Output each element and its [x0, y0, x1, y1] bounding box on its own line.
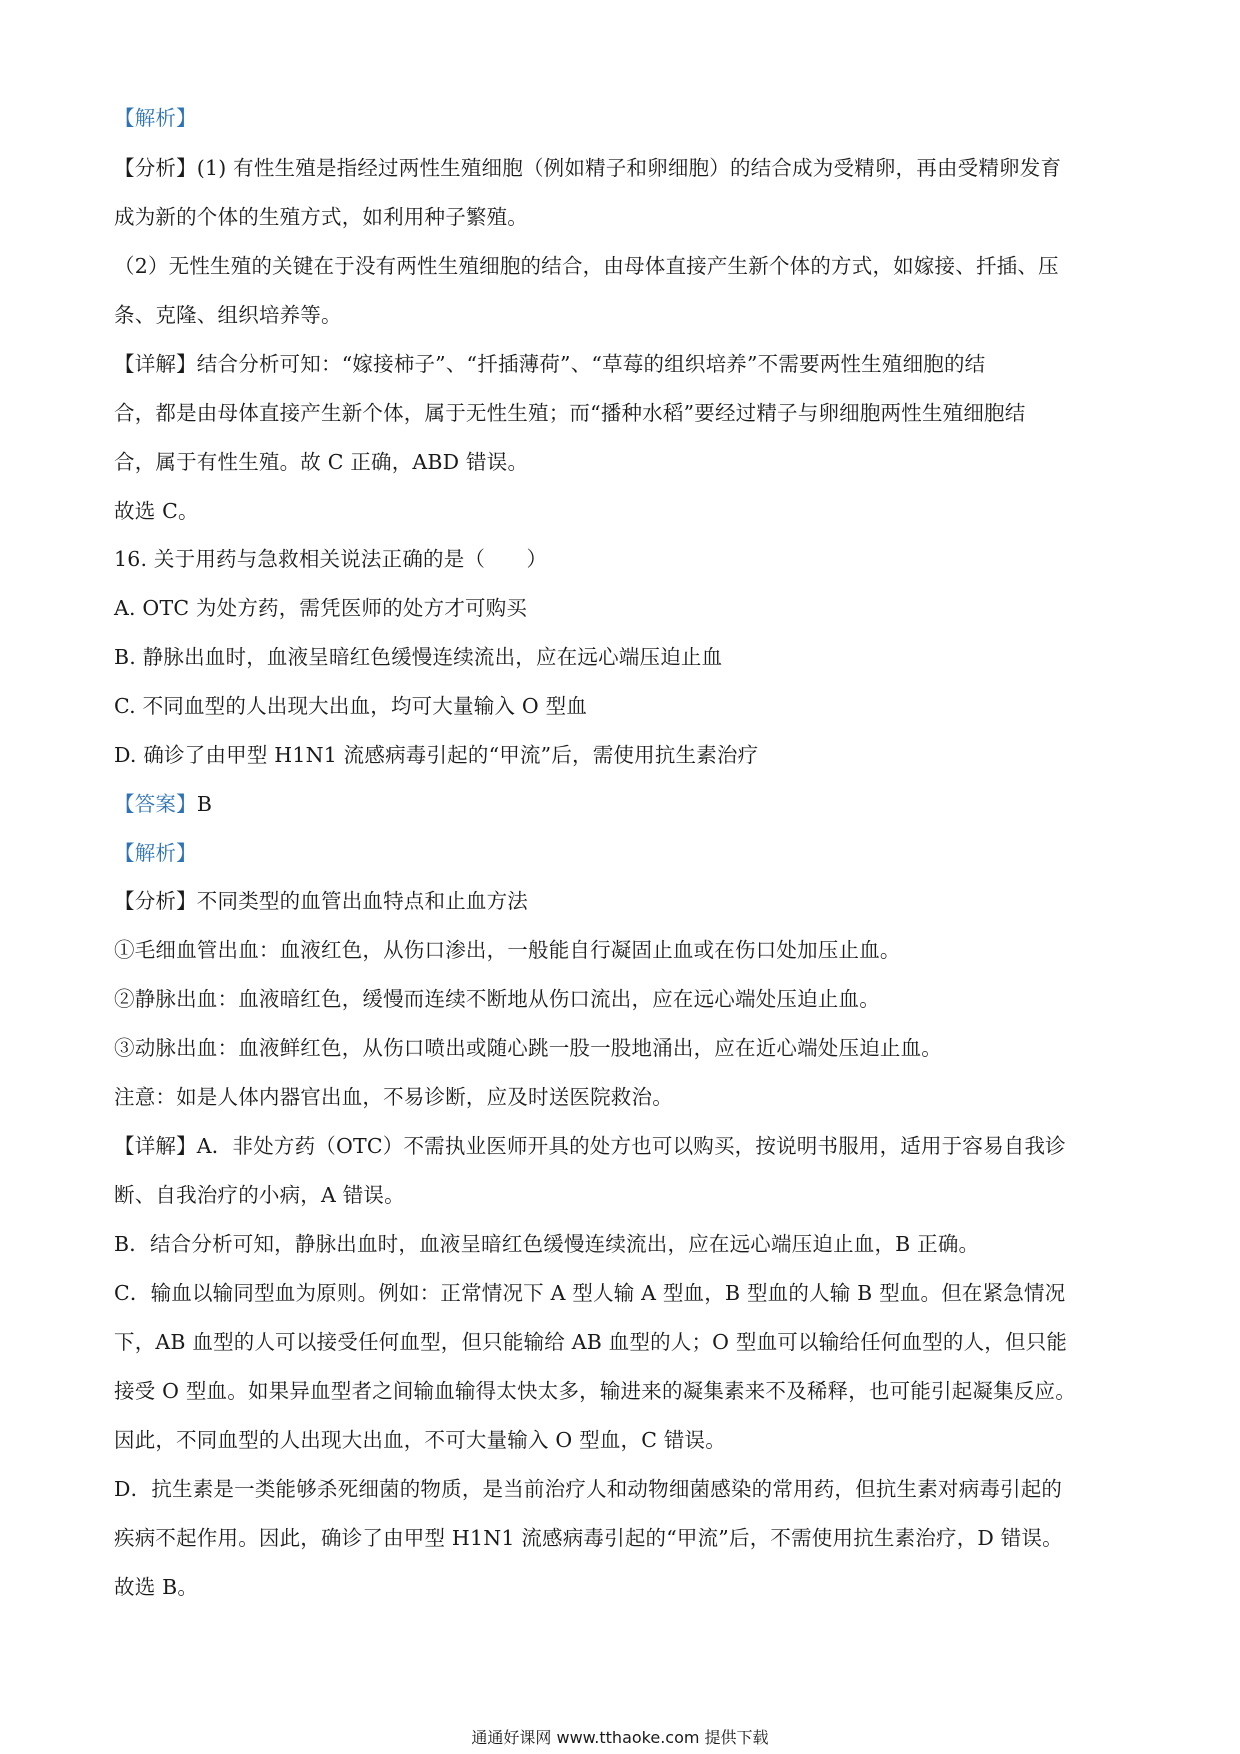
text-line: 合，属于有性生殖。故 C 正确，ABD 错误。	[114, 450, 529, 474]
text-line: 【分析】(1) 有性生殖是指经过两性生殖细胞（例如精子和卵细胞）的结合成为受精卵，再由受精卵发育	[114, 156, 1062, 180]
text-line: 成为新的个体的生殖方式，如利用种子繁殖。	[114, 205, 528, 229]
text-line: 因此，不同血型的人出现大出血，不可大量输入 O 型血，C 错误。	[114, 1428, 726, 1452]
option-a: A. OTC 为处方药，需凭医师的处方才可购买	[114, 596, 528, 620]
text-line: 接受 O 型血。如果异血型者之间输血输得太快太多，输进来的凝集素来不及稀释，也可能引起凝集反应。	[114, 1379, 1076, 1403]
text-line: 合，都是由母体直接产生新个体，属于无性生殖；而“播种水稻”要经过精子与卵细胞两性生殖细胞结	[114, 401, 1026, 425]
text-line: ③动脉出血：血液鲜红色，从伤口喷出或随心跳一股一股地涌出，应在近心端处压迫止血。	[114, 1036, 942, 1060]
section-label-analysis	[114, 104, 1134, 132]
tag-label: 【解析】	[114, 841, 197, 865]
answer-line: 【答案】B	[114, 792, 213, 816]
text-line: 【详解】A．非处方药（OTC）不需执业医师开具的处方也可以购买，按说明书服用，适用于容易自我诊	[114, 1134, 1066, 1158]
text-line: 条、克隆、组织培养等。	[114, 303, 342, 327]
text-line: （2）无性生殖的关键在于没有两性生殖细胞的结合，由母体直接产生新个体的方式，如嫁接、扦插、压	[114, 254, 1059, 278]
option-d: D. 确诊了由甲型 H1N1 流感病毒引起的“甲流”后，需使用抗生素治疗	[114, 743, 759, 767]
text-line: 【详解】结合分析可知：“嫁接柿子”、“扦插薄荷”、“草莓的组织培养”不需要两性生殖细胞的结	[114, 352, 986, 376]
option-c: C. 不同血型的人出现大出血，均可大量输入 O 型血	[114, 694, 588, 718]
text-line: C．输血以输同型血为原则。例如：正常情况下 A 型人输 A 型血，B 型血的人输 B 型血。但在紧急情况	[114, 1281, 1066, 1305]
section-label-analysis	[114, 839, 1134, 867]
text-line: 【分析】不同类型的血管出血特点和止血方法	[114, 889, 528, 913]
text-line: ①毛细血管出血：血液红色，从伤口渗出，一般能自行凝固止血或在伤口处加压止血。	[114, 938, 901, 962]
text-line: ②静脉出血：血液暗红色，缓慢而连续不断地从伤口流出，应在远心端处压迫止血。	[114, 987, 880, 1011]
text-line: 下，AB 血型的人可以接受任何血型，但只能输给 AB 血型的人；O 型血可以输给任何血型的人，但只能	[114, 1330, 1068, 1354]
text-line: 故选 C。	[114, 499, 199, 523]
page-footer: 通通好课网 www.tthaoke.com 提供下载	[471, 1728, 769, 1747]
text-line: 断、自我治疗的小病，A 错误。	[114, 1183, 405, 1207]
text-line: 故选 B。	[114, 1575, 199, 1599]
text-line: D．抗生素是一类能够杀死细菌的物质，是当前治疗人和动物细菌感染的常用药，但抗生素对病毒引起的	[114, 1477, 1063, 1501]
question-16: 16. 关于用药与急救相关说法正确的是（ ）	[114, 547, 548, 571]
text-line: B．结合分析可知，静脉出血时，血液呈暗红色缓慢连续流出，应在远心端压迫止血，B 正确。	[114, 1232, 980, 1256]
option-b: B. 静脉出血时，血液呈暗红色缓慢连续流出，应在远心端压迫止血	[114, 645, 723, 669]
text-line: 疾病不起作用。因此，确诊了由甲型 H1N1 流感病毒引起的“甲流”后，不需使用抗生素治疗，D 错误。	[114, 1526, 1063, 1550]
text-line: 注意：如是人体内器官出血，不易诊断，应及时送医院救治。	[114, 1085, 673, 1109]
tag-label: 【解析】	[114, 106, 197, 130]
tag-label: 【答案】	[114, 792, 197, 816]
